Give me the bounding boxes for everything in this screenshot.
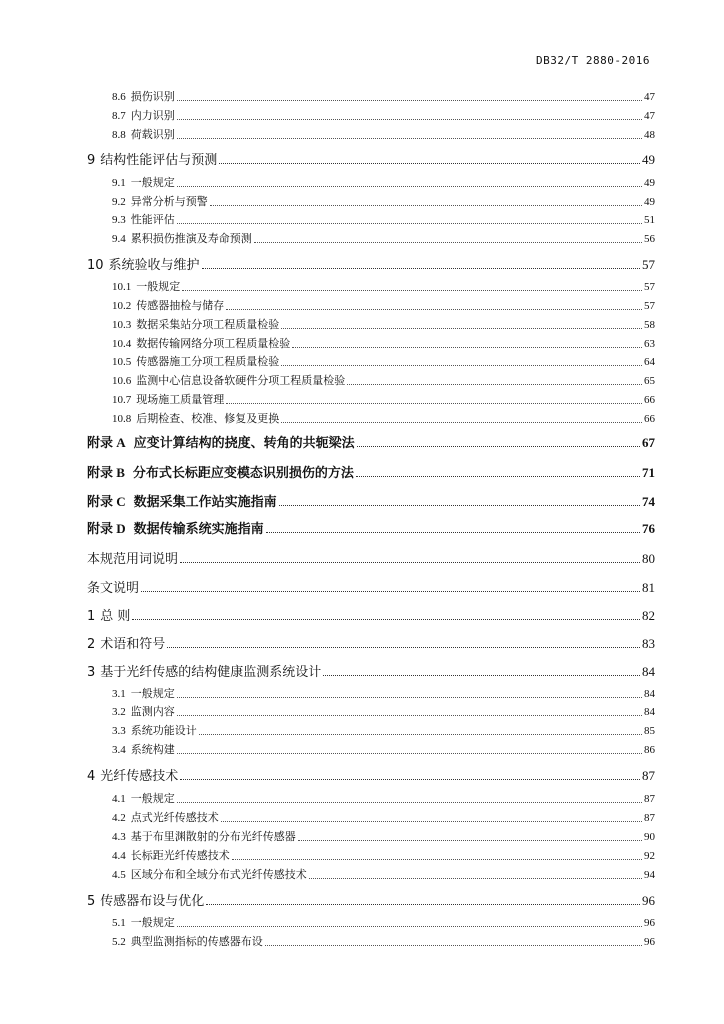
dot-leader xyxy=(219,163,640,164)
toc-entry-title: 典型监测指标的传感器布设 xyxy=(130,935,263,948)
toc-entry-number: 3.1 xyxy=(112,688,126,700)
toc-entry[interactable] xyxy=(112,278,655,294)
dot-leader xyxy=(266,532,640,533)
toc-entry-page-number: 84 xyxy=(642,664,655,679)
toc-entry-page-number: 76 xyxy=(642,521,655,536)
toc-entry-number: 10.5 xyxy=(112,356,132,368)
toc-entry[interactable] xyxy=(112,847,655,863)
toc-entry-page-number: 85 xyxy=(644,725,655,737)
toc-entry-title: 荷载识别 xyxy=(130,128,175,141)
toc-entry-title: 应变计算结构的挠度、转角的共轭梁法 xyxy=(133,436,355,451)
dot-leader xyxy=(210,205,642,206)
dot-leader xyxy=(226,309,642,310)
toc-entry[interactable] xyxy=(112,372,655,388)
dot-leader xyxy=(309,878,642,879)
dot-leader xyxy=(177,223,642,224)
toc-entry-number: 5 xyxy=(87,894,96,909)
toc-entry-title: 基于布里渊散射的分布光纤传感器 xyxy=(130,830,296,843)
toc-entry-number: 4.5 xyxy=(112,869,126,881)
toc-entry-title: 一般规定 xyxy=(130,176,175,189)
toc-entry-page-number: 57 xyxy=(644,281,655,293)
toc-entry-title: 数据采集工作站实施指南 xyxy=(133,495,277,510)
toc-entry-title: 一般规定 xyxy=(130,792,175,805)
toc-entry-page-number: 86 xyxy=(644,744,655,756)
toc-entry-title: 术语和符号 xyxy=(100,637,166,652)
toc-entry-number: 9.3 xyxy=(112,214,126,226)
dot-leader xyxy=(323,675,640,676)
toc-entry-number: 8.7 xyxy=(112,110,126,122)
toc-entry[interactable] xyxy=(87,462,655,481)
toc-entry-number: 3.4 xyxy=(112,744,126,756)
toc-entry-page-number: 80 xyxy=(642,551,655,566)
toc-entry-number: 4.2 xyxy=(112,812,126,824)
toc-entry-page-number: 51 xyxy=(644,214,655,226)
toc-entry-title: 异常分析与预警 xyxy=(130,195,208,208)
toc-entry[interactable] xyxy=(112,193,655,209)
toc-entry-page-number: 81 xyxy=(642,580,655,595)
toc-entry-title: 后期检查、校准、修复及更换 xyxy=(136,412,280,425)
toc-entry-page-number: 96 xyxy=(642,893,655,908)
dot-leader xyxy=(265,945,642,946)
toc-entry[interactable] xyxy=(112,297,655,313)
toc-entry[interactable] xyxy=(112,828,655,844)
toc-entry[interactable] xyxy=(87,577,655,596)
dot-leader xyxy=(226,403,642,404)
toc-entry[interactable] xyxy=(112,790,655,806)
dot-leader xyxy=(141,591,640,592)
dot-leader xyxy=(180,562,640,563)
toc-entry[interactable] xyxy=(112,211,655,227)
toc-entry-number: 附录 C xyxy=(87,494,126,509)
toc-entry-title: 传感器抽检与储存 xyxy=(136,299,225,312)
toc-entry[interactable] xyxy=(112,174,655,190)
toc-entry-title: 传感器布设与优化 xyxy=(100,894,205,909)
toc-entry[interactable] xyxy=(87,765,655,784)
toc-entry-number: 4.1 xyxy=(112,793,126,805)
toc-entry-page-number: 92 xyxy=(644,850,655,862)
dot-leader xyxy=(167,647,640,648)
toc-entry[interactable] xyxy=(112,107,655,123)
toc-entry[interactable] xyxy=(112,809,655,825)
toc-entry-page-number: 90 xyxy=(644,831,655,843)
dot-leader xyxy=(182,290,642,291)
toc-entry-title: 光纤传感技术 xyxy=(100,769,179,784)
toc-entry-number: 附录 A xyxy=(87,435,126,450)
dot-leader xyxy=(298,840,642,841)
toc-entry[interactable] xyxy=(112,126,655,142)
dot-leader xyxy=(177,119,642,120)
toc-entry-title: 传感器施工分项工程质量检验 xyxy=(136,355,280,368)
toc-entry[interactable] xyxy=(112,230,655,246)
dot-leader xyxy=(356,476,640,477)
toc-entry-number: 8.8 xyxy=(112,129,126,141)
toc-entry-title: 区域分布和全域分布式光纤传感技术 xyxy=(130,868,307,881)
dot-leader xyxy=(177,186,642,187)
toc-entry-title: 一般规定 xyxy=(130,687,175,700)
toc-entry[interactable] xyxy=(87,605,655,624)
toc-entry-title: 一般规定 xyxy=(130,916,175,929)
toc-entry-number: 9.4 xyxy=(112,233,126,245)
dot-leader xyxy=(281,365,642,366)
dot-leader xyxy=(177,753,642,754)
toc-entry-page-number: 67 xyxy=(642,435,655,450)
toc-entry-page-number: 64 xyxy=(644,356,655,368)
toc-entry-page-number: 47 xyxy=(644,91,655,103)
toc-entry-page-number: 49 xyxy=(644,177,655,189)
toc-entry-title: 条文说明 xyxy=(87,581,140,596)
toc-entry-page-number: 94 xyxy=(644,869,655,881)
toc-entry-page-number: 65 xyxy=(644,375,655,387)
toc-entry[interactable] xyxy=(87,890,655,909)
toc-entry[interactable] xyxy=(87,548,655,567)
toc-entry-title: 点式光纤传感技术 xyxy=(130,811,219,824)
toc-entry-title: 基于光纤传感的结构健康监测系统设计 xyxy=(100,665,322,680)
toc-entry-number: 3.3 xyxy=(112,725,126,737)
toc-entry-page-number: 49 xyxy=(644,196,655,208)
toc-entry-page-number: 74 xyxy=(642,494,655,509)
toc-entry[interactable] xyxy=(87,491,655,510)
toc-entry-number: 5.1 xyxy=(112,917,126,929)
dot-leader xyxy=(177,100,642,101)
toc-entry-page-number: 84 xyxy=(644,706,655,718)
toc-entry-title: 一般规定 xyxy=(136,280,181,293)
toc-entry-title: 数据传输网络分项工程质量检验 xyxy=(136,337,291,350)
toc-entry[interactable] xyxy=(112,933,655,949)
toc-entry-number: 3 xyxy=(87,665,96,680)
toc-entry-title: 监测中心信息设备软硬件分项工程质量检验 xyxy=(136,374,346,387)
toc-entry-page-number: 57 xyxy=(642,257,655,272)
toc-entry-page-number: 56 xyxy=(644,233,655,245)
toc-entry-title: 损伤识别 xyxy=(130,90,175,103)
toc-entry[interactable] xyxy=(87,661,655,680)
toc-entry-number: 10.2 xyxy=(112,300,132,312)
toc-entry-title: 累积损伤推演及寿命预测 xyxy=(130,232,252,245)
dot-leader xyxy=(177,926,642,927)
toc-entry-page-number: 66 xyxy=(644,394,655,406)
toc-entry-title: 数据采集站分项工程质量检验 xyxy=(136,318,280,331)
dot-leader xyxy=(177,697,642,698)
toc-entry-page-number: 87 xyxy=(642,768,655,783)
toc-entry-number: 4 xyxy=(87,769,96,784)
toc-entry-title: 性能评估 xyxy=(130,213,175,226)
dot-leader xyxy=(199,734,642,735)
dot-leader xyxy=(206,904,640,905)
toc-entry[interactable] xyxy=(87,518,655,537)
toc-entry-title: 结构性能评估与预测 xyxy=(100,153,218,168)
toc-entry[interactable] xyxy=(112,914,655,930)
toc-entry-title: 长标距光纤传感技术 xyxy=(130,849,230,862)
dot-leader xyxy=(292,347,642,348)
toc-entry[interactable] xyxy=(112,353,655,369)
toc-entry-number: 附录 D xyxy=(87,521,126,536)
toc-entry-number: 1 xyxy=(87,609,96,624)
toc-entry-title: 数据传输系统实施指南 xyxy=(133,522,264,537)
toc-entry[interactable] xyxy=(112,335,655,351)
toc-entry-title: 分布式长标距应变模态识别损伤的方法 xyxy=(132,466,354,481)
dot-leader xyxy=(177,715,642,716)
toc-entry-title: 系统验收与维护 xyxy=(108,258,200,273)
toc-entry-number: 9 xyxy=(87,153,96,168)
dot-leader xyxy=(254,242,642,243)
toc-entry[interactable] xyxy=(112,685,655,701)
dot-leader xyxy=(281,422,642,423)
dot-leader xyxy=(357,446,640,447)
toc-entry-number: 9.1 xyxy=(112,177,126,189)
toc-entry[interactable] xyxy=(112,410,655,426)
toc-entry-title: 内力识别 xyxy=(130,109,175,122)
toc-entry-number: 10.1 xyxy=(112,281,132,293)
toc-entry-number: 8.6 xyxy=(112,91,126,103)
toc-entry-page-number: 47 xyxy=(644,110,655,122)
dot-leader xyxy=(221,821,642,822)
toc-entry-page-number: 66 xyxy=(644,413,655,425)
toc-entry-page-number: 87 xyxy=(644,793,655,805)
toc-entry-number: 4.4 xyxy=(112,850,126,862)
toc-entry[interactable] xyxy=(112,722,655,738)
toc-entry-title: 现场施工质量管理 xyxy=(136,393,225,406)
toc-entry-number: 5.2 xyxy=(112,936,126,948)
toc-entry-page-number: 87 xyxy=(644,812,655,824)
toc-entry-title: 监测内容 xyxy=(130,705,175,718)
toc-entry-number: 10 xyxy=(87,258,104,273)
toc-entry-number: 9.2 xyxy=(112,196,126,208)
toc-entry[interactable] xyxy=(112,88,655,104)
dot-leader xyxy=(132,619,640,620)
dot-leader xyxy=(281,328,642,329)
toc-entry-number: 10.6 xyxy=(112,375,132,387)
toc-entry-number: 4.3 xyxy=(112,831,126,843)
toc-entry-page-number: 83 xyxy=(642,636,655,651)
toc-entry-page-number: 84 xyxy=(644,688,655,700)
toc-entry-title: 系统功能设计 xyxy=(130,724,197,737)
dot-leader xyxy=(180,779,640,780)
toc-entry-page-number: 82 xyxy=(642,608,655,623)
toc-entry-number: 10.7 xyxy=(112,394,132,406)
toc-entry-number: 附录 B xyxy=(87,465,125,480)
dot-leader xyxy=(177,802,642,803)
toc-entry[interactable] xyxy=(87,432,655,451)
toc-entry-title: 本规范用词说明 xyxy=(87,552,179,567)
toc-entry-number: 3.2 xyxy=(112,706,126,718)
toc-entry-page-number: 48 xyxy=(644,129,655,141)
toc-entry[interactable] xyxy=(112,703,655,719)
toc-entry-page-number: 49 xyxy=(642,152,655,167)
dot-leader xyxy=(202,268,640,269)
toc-entry-page-number: 71 xyxy=(642,465,655,480)
toc-entry-title: 系统构建 xyxy=(130,743,175,756)
dot-leader xyxy=(347,384,642,385)
dot-leader xyxy=(177,138,642,139)
toc-entry-number: 10.4 xyxy=(112,338,132,350)
toc-entry-page-number: 63 xyxy=(644,338,655,350)
toc-entry[interactable] xyxy=(112,741,655,757)
toc-entry-number: 10.8 xyxy=(112,413,132,425)
toc-entry[interactable] xyxy=(112,866,655,882)
dot-leader xyxy=(279,505,640,506)
toc-entry-number: 10.3 xyxy=(112,319,132,331)
document-code: DB32/T 2880-2016 xyxy=(536,54,650,67)
toc-entry[interactable] xyxy=(112,316,655,332)
toc-entry[interactable] xyxy=(87,633,655,652)
toc-entry[interactable] xyxy=(112,391,655,407)
toc-entry[interactable] xyxy=(87,254,655,273)
toc-entry-page-number: 96 xyxy=(644,917,655,929)
toc-entry-number: 2 xyxy=(87,637,96,652)
toc-entry-page-number: 58 xyxy=(644,319,655,331)
dot-leader xyxy=(232,859,642,860)
toc-entry-page-number: 57 xyxy=(644,300,655,312)
toc-entry[interactable] xyxy=(87,149,655,168)
toc-entry-title: 总 则 xyxy=(100,609,131,624)
toc-entry-page-number: 96 xyxy=(644,936,655,948)
